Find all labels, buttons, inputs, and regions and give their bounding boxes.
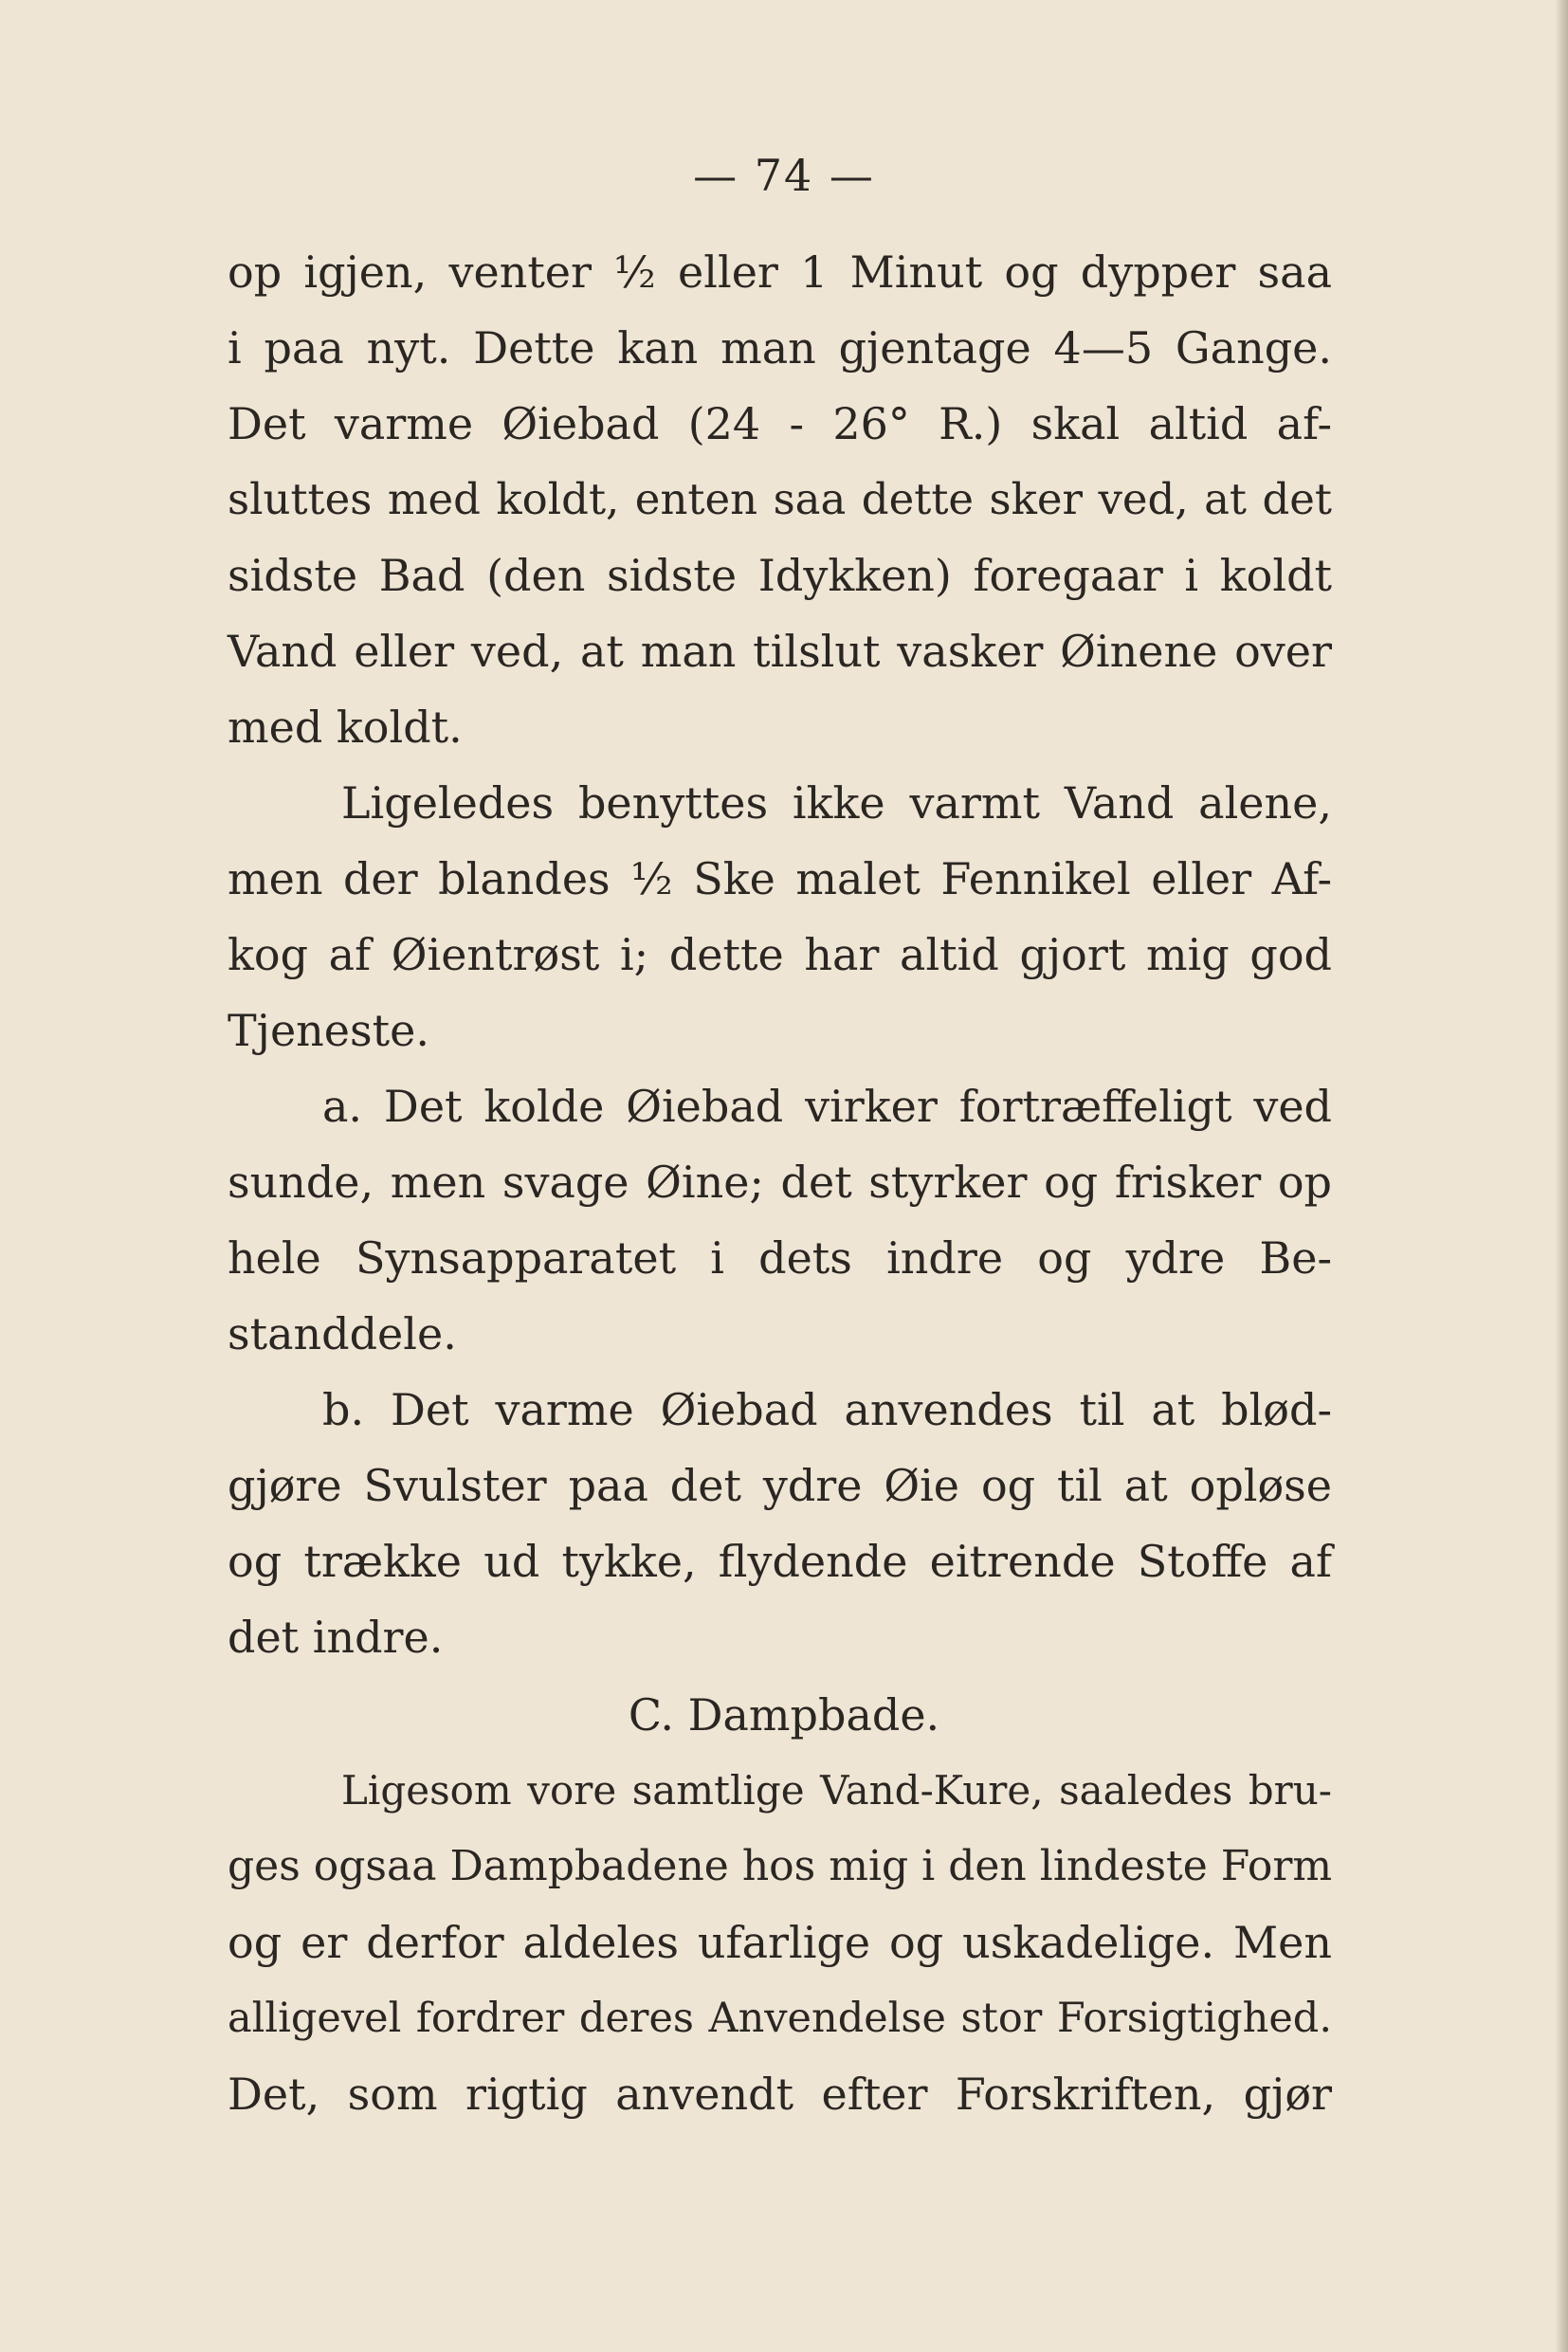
page-edge-shadow (1555, 0, 1568, 2352)
text-line-1: op igjen, venter ½ eller 1 Minut og dypper saa (228, 246, 1332, 298)
text-line-4: sluttes med koldt, enten saa dette sker ved, at det (228, 474, 1332, 524)
text-line-6: Vand eller ved, at man tilslut vasker Øinene over (228, 626, 1332, 677)
text-line-24: alligevel fordrer deres Anvendelse stor Forsigtighed. (228, 1995, 1332, 2042)
text-line-10: kog af Øientrøst i; dette har altid gjort mig god (228, 929, 1332, 980)
text-line-14: hele Synsapparatet i dets indre og ydre Be- (228, 1232, 1332, 1284)
text-line-5: sidste Bad (den sidste Idykken) foregaar i koldt (228, 550, 1332, 601)
text-line-23: og er derfor aldeles ufarlige og uskadelige. Men (228, 1917, 1332, 1968)
text-line-2: i paa nyt. Dette kan man gjentage 4—5 Gange. (228, 322, 1332, 374)
text-line-16: b. Det varme Øiebad anvendes til at blød- (322, 1384, 1332, 1435)
text-line-17: gjøre Svulster paa det ydre Øie og til at opløse (228, 1460, 1332, 1511)
text-line-9: men der blandes ½ Ske malet Fennikel eller Af- (228, 853, 1332, 904)
text-line-7: med koldt. (228, 702, 463, 753)
text-line-19: det indre. (228, 1612, 444, 1663)
text-line-11: Tjeneste. (228, 1005, 429, 1056)
text-line-15: standdele. (228, 1308, 457, 1359)
page-number: — 74 — (693, 150, 875, 201)
text-line-21: Ligesom vore samtlige Vand-Kure, saaledes bru- (341, 1767, 1332, 1814)
text-line-25: Det, som rigtig anvendt efter Forskriften, gjør (228, 2069, 1332, 2120)
text-line-3: Det varme Øiebad (24 - 26° R.) skal altid af- (228, 398, 1332, 449)
text-line-13: sunde, men svage Øine; det styrker og frisker op (228, 1157, 1332, 1208)
text-line-22: ges ogsaa Dampbadene hos mig i den lindeste Form (228, 1842, 1333, 1890)
text-line-8: Ligeledes benyttes ikke varmt Vand alene, (341, 777, 1332, 829)
text-line-12: a. Det kolde Øiebad virker fortræffeligt ved (322, 1081, 1332, 1132)
text-line-18: og trække ud tykke, flydende eitrende Stoffe af (228, 1536, 1332, 1587)
section-heading: C. Dampbade. (628, 1689, 940, 1741)
